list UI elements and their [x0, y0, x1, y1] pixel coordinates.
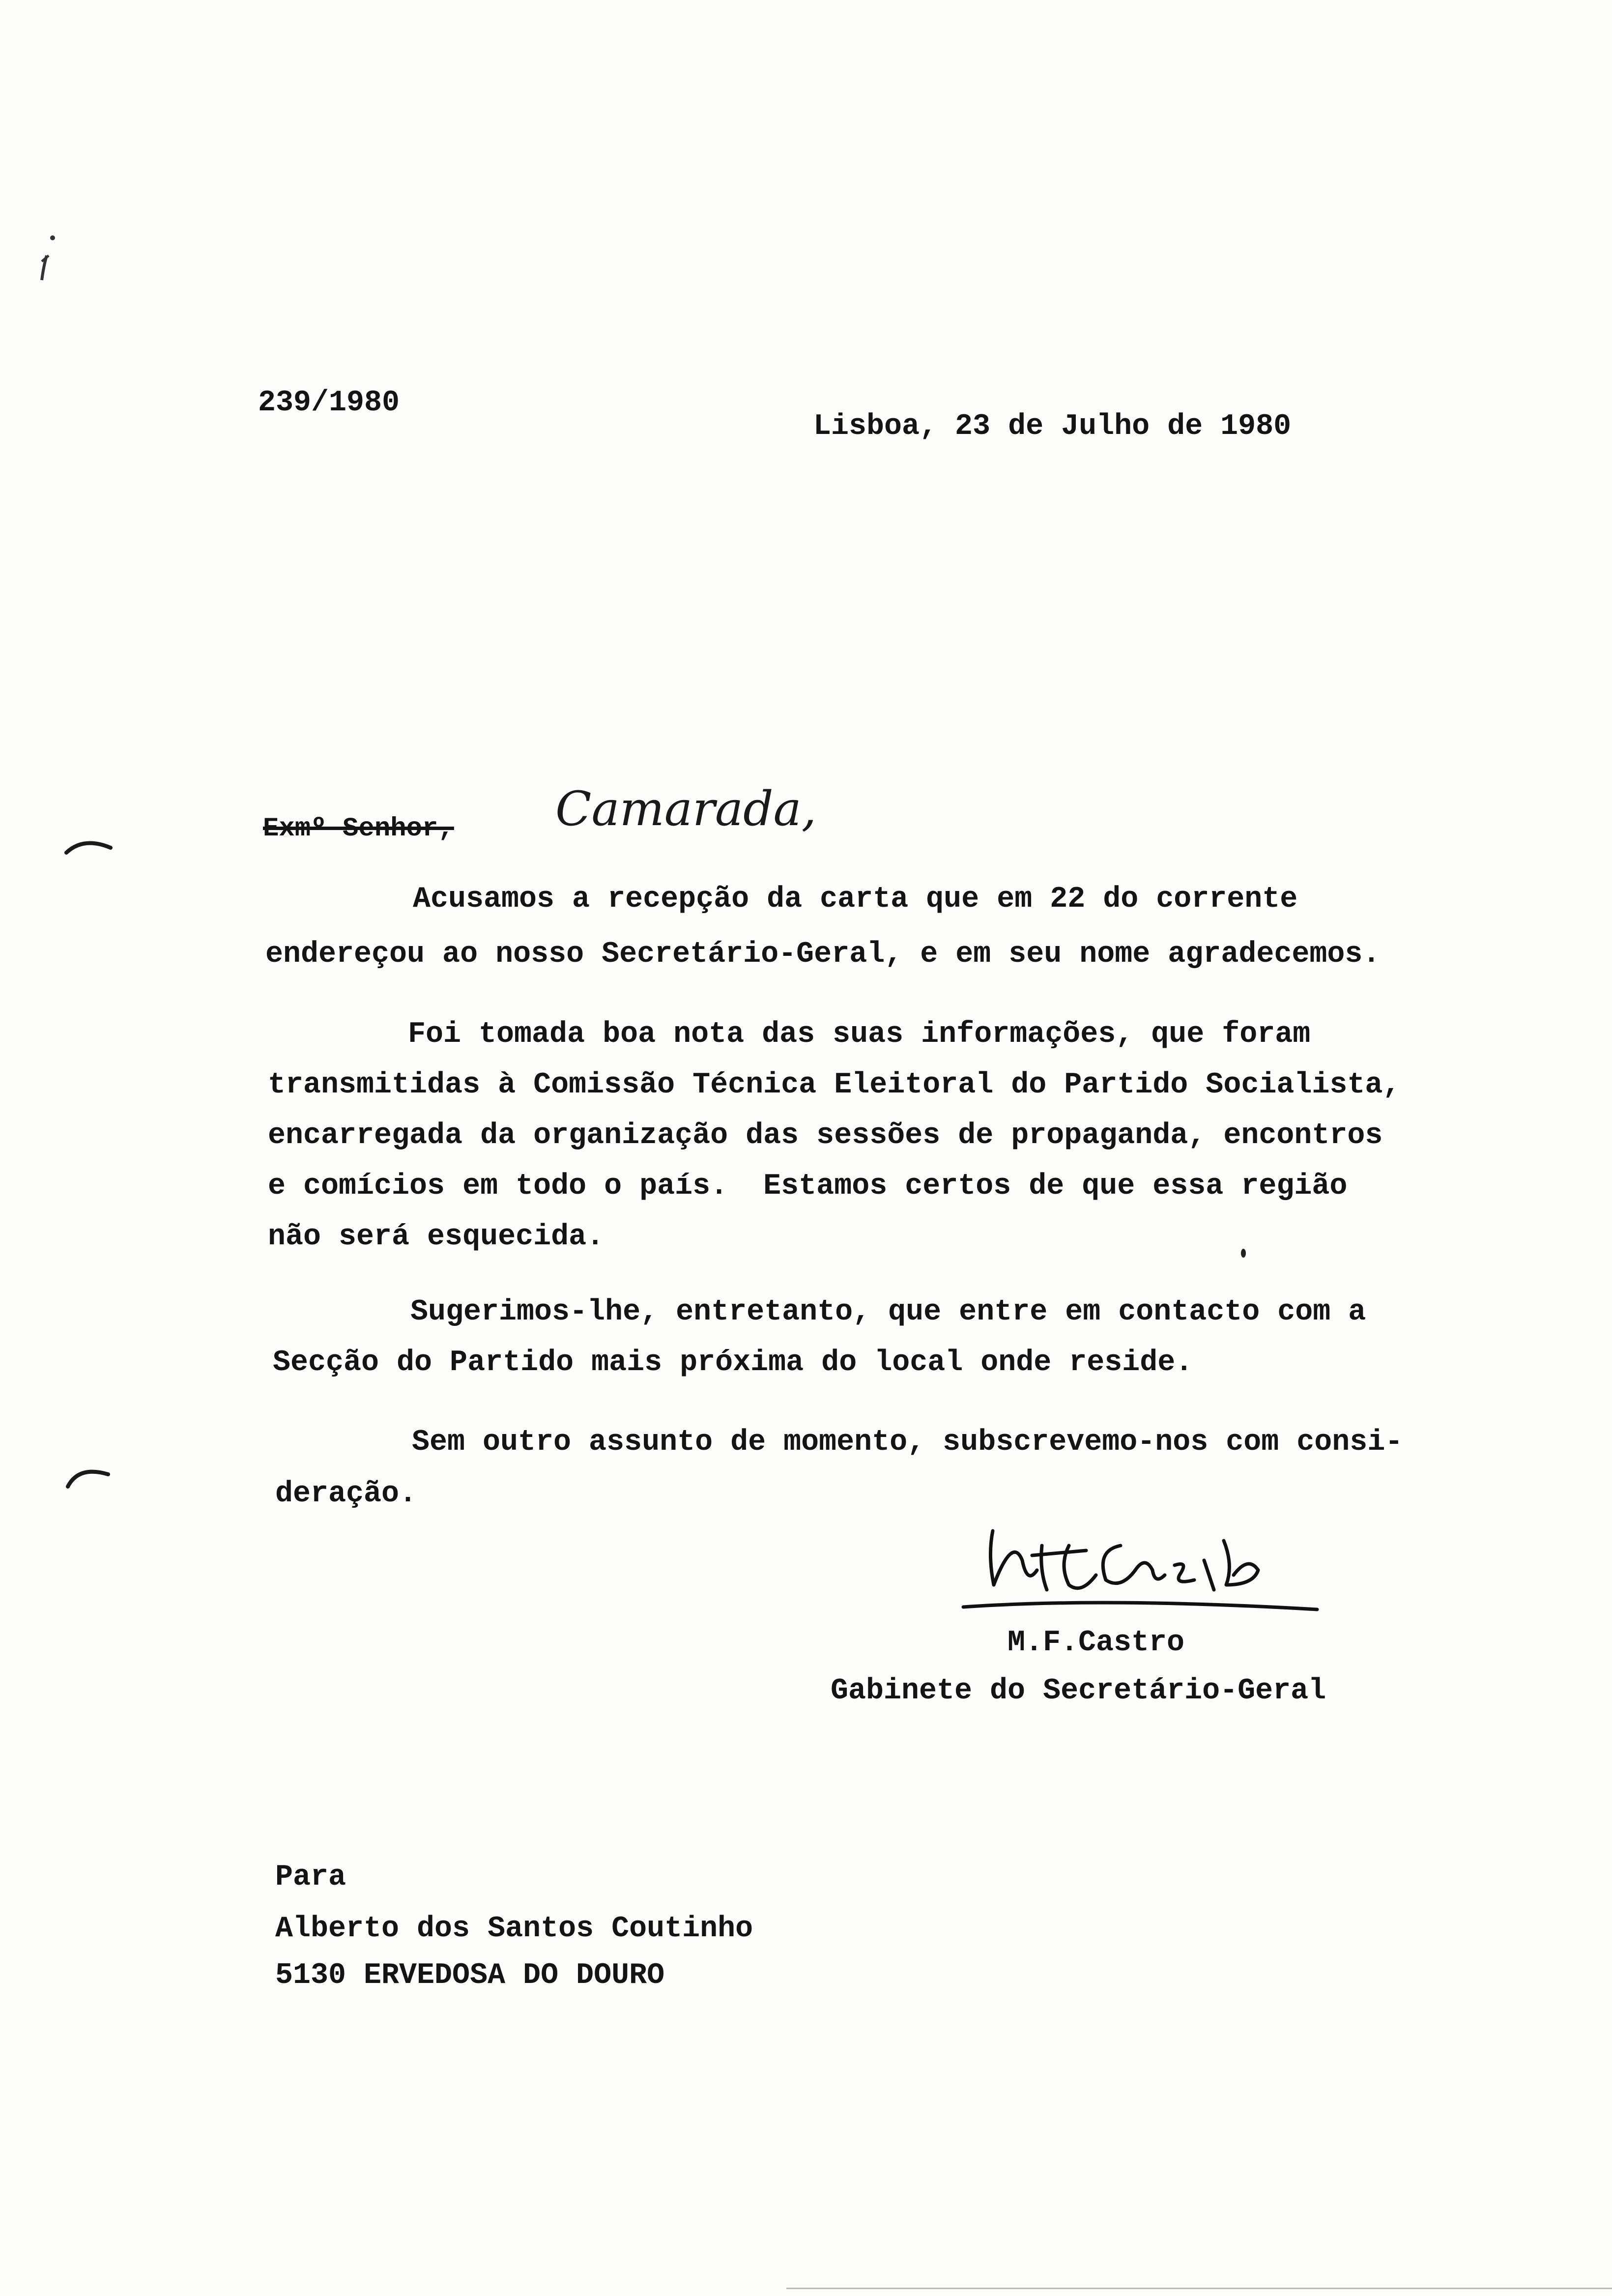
margin-mark-top	[27, 231, 61, 285]
reference-number: 239/1980	[258, 386, 400, 420]
body-line-11: deração.	[275, 1477, 417, 1511]
binder-mark-lower	[64, 1464, 113, 1489]
body-line-7: não será esquecida.	[268, 1220, 604, 1254]
place-date: Lisboa, 23 de Julho de 1980	[813, 410, 1292, 443]
scan-edge	[786, 2288, 1612, 2289]
body-line-4: transmitidas à Comissão Técnica Eleitoral do Partido Socialista,	[268, 1068, 1401, 1102]
signatory-office: Gabinete do Secretário-Geral	[831, 1674, 1326, 1708]
salutation-handwritten: Camarada,	[555, 781, 817, 836]
body-line-10: Sem outro assunto de momento, subscrevemo-nos com consi-	[412, 1426, 1403, 1459]
body-line-8: Sugerimos-lhe, entretanto, que entre em contacto com a	[410, 1295, 1366, 1329]
body-line-6: e comícios em todo o país. Estamos certos de que essa região	[268, 1170, 1348, 1203]
salutation-struck: Exmº Senhor,	[263, 814, 454, 844]
handwritten-signature	[958, 1516, 1332, 1624]
body-line-1: Acusamos a recepção da carta que em 22 do corrente	[413, 883, 1298, 916]
recipient-name: Alberto dos Santos Coutinho	[275, 1912, 753, 1946]
ink-dot	[1238, 1246, 1248, 1261]
body-line-9: Secção do Partido mais próxima do local onde reside.	[273, 1346, 1193, 1379]
binder-mark-upper	[64, 835, 113, 855]
recipient-address: 5130 ERVEDOSA DO DOURO	[275, 1959, 665, 1992]
recipient-label: Para	[275, 1861, 346, 1894]
body-line-2: endereçou ao nosso Secretário-Geral, e em seu nome agradecemos.	[265, 938, 1381, 971]
body-line-5: encarregada da organização das sessões de propaganda, encontros	[268, 1119, 1383, 1152]
signatory-name: M.F.Castro	[1008, 1626, 1185, 1660]
body-line-3: Foi tomada boa nota das suas informações, que foram	[408, 1018, 1311, 1051]
